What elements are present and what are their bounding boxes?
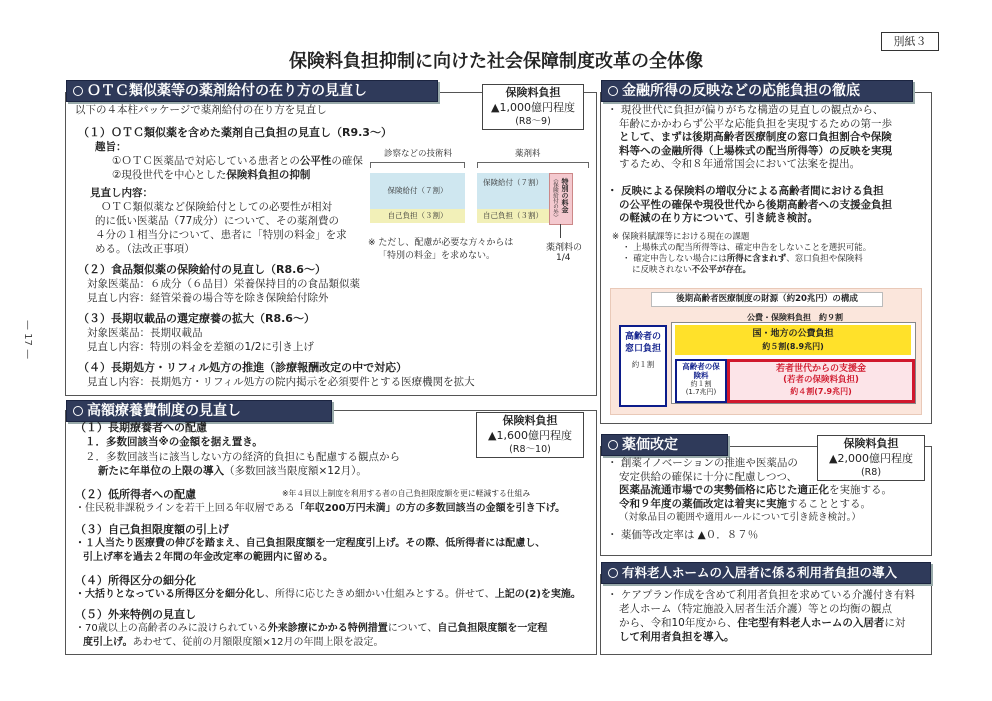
yakka-l2: 安定供給の確保に十分に配慮しつつ、 — [619, 470, 798, 483]
yakka-header: 薬価改定 — [601, 434, 728, 456]
text-bold: 度引上げ。 — [83, 637, 133, 648]
text: の確保 — [331, 155, 363, 167]
text-bold: 保険料負担の抑制 — [226, 169, 311, 181]
otc-s2-l1: 対象医薬品：６成分（６品目）栄養保持目的の食品類似薬 — [87, 278, 360, 290]
callout-title: 保険料負担 — [505, 86, 561, 99]
otc-s3-title: （３）長期収載品の選定療養の拡大（R8.6〜） — [78, 312, 315, 325]
youth-support — [727, 359, 915, 403]
kogaku-s5-l1 — [75, 622, 547, 636]
diagram-note-1: ※ ただし、配慮が必要な方々からは — [368, 238, 514, 248]
kogaku-header: 高額療養費制度の見直し — [66, 400, 332, 422]
kinyu-p2-l1: ・ 反映による保険料の増収分による高齢者間における負担 — [607, 185, 884, 197]
self-tech: 自己負担（３割） — [370, 209, 465, 223]
quarter-line — [560, 224, 561, 238]
kogaku-s1-l1: １．多数回該当※の金額を据え置き。 — [85, 436, 263, 448]
text-bold: 不公平が存在。 — [691, 265, 752, 275]
otc-s1-purpose-label: 趣旨： — [95, 141, 127, 153]
kinyu-p1-l5: するため、令和８年通常国会において法案を提出。 — [619, 158, 861, 170]
otc-s1-content-label: 見直し内容： — [90, 187, 153, 199]
label-tech: 診察などの技術料 — [384, 149, 453, 159]
text: から、令和10年度から、 — [619, 617, 738, 629]
kogaku-s2-title: （２）低所得者への配慮 — [75, 488, 196, 501]
kogaku-s5-l2 — [83, 636, 384, 650]
window-burden-share: 約１割 — [631, 360, 655, 369]
yakka-l5: （対象品目の範囲や適用ルールについて引き続き検討。） — [619, 512, 861, 523]
kinyu-note-title: ※ 保険料賦課等における現在の課題 — [612, 232, 750, 242]
text: を実施する。 — [829, 484, 892, 496]
yuryo-header: 有料老人ホームの入居者に係る利用者負担の導入 — [601, 562, 931, 584]
quarter-label-2: 1/4 — [556, 253, 571, 263]
text: について、 — [387, 623, 438, 634]
special-label: 特別の料金 — [561, 178, 569, 213]
kinyu-header: 金融所得の反映などの応能負担の徹底 — [601, 80, 913, 102]
kogaku-s3-l2: 引上げ率を過去２年間の年金改定率の範囲内に留める。 — [83, 552, 333, 563]
yuryo-body — [607, 588, 915, 644]
yuryo-l3 — [607, 616, 915, 630]
kogaku-s4-title: （４）所得区分の細分化 — [75, 574, 196, 587]
kogaku-s3-title: （３）自己負担限度額の引上げ — [75, 523, 229, 536]
text: ・70歳以上の高齢者のみに設けられている — [75, 623, 268, 634]
figure-title: 後期高齢者医療制度の財源（約20兆円）の構成 — [651, 292, 883, 307]
otc-s1-purpose-1 — [112, 154, 363, 168]
callout-note: (R8〜10) — [509, 444, 551, 455]
text: あわせて、従前の月額限度額×12月の年間上限を設定。 — [132, 637, 384, 648]
elderly-premium-share: 約１割 — [690, 380, 712, 388]
bracket-drug — [477, 162, 589, 168]
yakka-l1: ・ 創薬イノベーションの推進や医薬品の — [607, 457, 798, 469]
text-bold: 医薬品流通市場での実勢価格に応じた適正化 — [619, 484, 829, 496]
otc-s1-content-1: ＯＴＣ類似薬など保険給付としての必要性が相対 — [101, 201, 332, 213]
kinyu-p2 — [607, 185, 892, 226]
kogaku-callout — [476, 412, 584, 458]
callout-value: ▲1,600億円程度 — [488, 429, 572, 442]
otc-header: ＯＴＣ類似薬等の薬剤給付の在り方の見直し — [66, 80, 438, 102]
text-bold: 所得に含まれず — [726, 254, 787, 264]
text: に反映されない — [632, 265, 692, 275]
otc-callout — [482, 84, 584, 130]
text: ・住民税非課税ラインを若干上回る年収層である — [75, 503, 295, 514]
text: 、所得に応じたきめ細かい仕組みとする。併せて、 — [265, 589, 495, 600]
label-drug: 薬剤料 — [515, 149, 541, 159]
special-note: （保険給付の外） — [552, 176, 558, 220]
kohi-share: 約５割(8.9兆円) — [762, 342, 824, 351]
text-bold: 自己負担限度額を一定程 — [437, 623, 548, 634]
kinyu-notes — [612, 232, 871, 276]
kogaku-s2-l1 — [75, 502, 565, 516]
text: ②現役世代を中心とした — [112, 169, 227, 181]
kinyu-note-3 — [612, 265, 871, 276]
kinyu-p1 — [607, 104, 892, 172]
callout-value: ▲2,000億円程度 — [829, 452, 913, 465]
yakka-body — [607, 457, 892, 542]
page-number: — 17 — — [22, 320, 33, 360]
kogaku-s1-l3 — [98, 464, 367, 478]
special-fee — [549, 173, 573, 225]
elderly-premium-amount: (1.7兆円) — [685, 388, 717, 396]
otc-intro: 以下の４本柱パッケージで薬剤給付の在り方を見直し — [75, 104, 327, 116]
youth-support-share: 約４割(7.9兆円) — [790, 387, 852, 396]
hoken-drug: 保険給付（７割） — [477, 173, 549, 209]
kinyu-p2-l2: の公平性の確保や現役世代から後期高齢者への支援金負担 — [619, 198, 892, 211]
youth-support-label: 若者世代からの支援金 — [775, 364, 866, 374]
kogaku-s1-title: （１）長期療養者への配慮 — [75, 421, 207, 434]
kinyu-p2-l3: の軽減の在り方について、引き続き検討。 — [619, 212, 819, 224]
quarter-label-1: 薬剤料の — [546, 243, 583, 253]
kogaku-s5-title: （５）外来特例の見直し — [75, 608, 196, 621]
text-bold: の方の多数回該当の金額を引き下げ。 — [395, 503, 566, 514]
kinyu-note-1: ・ 上場株式の配当所得等は、確定申告をしないことを選択可能。 — [622, 243, 872, 253]
text-bold: 令和９年度の薬価改定は着実に実施 — [619, 497, 787, 510]
annex-label: 別紙３ — [881, 32, 939, 51]
yuryo-l4: して利用者負担を導入。 — [619, 631, 735, 643]
text: ①ＯＴＣ医薬品で対応している患者との — [112, 155, 300, 167]
otc-s4-l1: 見直し内容：長期処方・リフィル処方の院内掲示を必須要件とする医療機関を拡大 — [87, 376, 475, 388]
yuryo-l2: 老人ホーム（特定施設入居者生活介護）等との均衡の観点 — [619, 603, 892, 615]
kogaku-s1-l2: ２．多数回該当に該当しない方の経済的負担にも配慮する観点から — [85, 451, 400, 463]
otc-s3-l2: 見直し内容：特別の料金を差額の1/2に引き上げ — [87, 341, 314, 353]
otc-s3-l1: 対象医薬品：長期収載品 — [87, 327, 203, 339]
yakka-l3 — [607, 484, 892, 498]
text: することとする。 — [787, 497, 871, 510]
callout-title: 保険料負担 — [502, 414, 558, 427]
elderly-premium-label: 高齢者の保険料 — [682, 362, 720, 380]
text: ・ 確定申告しない場合には — [622, 254, 727, 264]
callout-title: 保険料負担 — [843, 437, 899, 450]
otc-s2-title: （２）食品類似薬の保険給付の見直し（R8.6〜） — [78, 263, 326, 276]
callout-value: ▲1,000億円程度 — [491, 101, 575, 114]
otc-diagram — [362, 140, 592, 270]
finance-figure — [610, 288, 922, 415]
self-drug: 自己負担（３割） — [477, 209, 549, 223]
otc-s4-title: （４）長期処方・リフィル処方の推進（診療報酬改定の中で対応） — [78, 361, 408, 374]
yakka-l6: ・ 薬価等改定率は ▲０．８７％ — [607, 528, 759, 541]
kogaku-s4-l1 — [75, 588, 581, 602]
callout-note: (R8〜9) — [515, 116, 551, 127]
yuryo-l1: ・ ケアプラン作成を含めて利用者負担を求めている介護付き有料 — [607, 589, 915, 601]
text-bold: ・大括りとなっている所得区分を細分化し — [75, 589, 265, 600]
text-bold: 上記の(2)を実施。 — [494, 589, 581, 600]
window-burden-label: 高齢者の窓口負担 — [624, 332, 661, 354]
text: 、窓口負担や保険料 — [786, 254, 863, 264]
public-label: 公費・保険料負担 約９割 — [747, 313, 843, 322]
text-bold: 新たに年単位の上限の導入 — [98, 465, 224, 477]
diagram-note-2: 「特別の料金」を求めない。 — [378, 251, 496, 261]
kinyu-p1-l1: ・ 現役世代に負担が偏りがちな構造の見直しの観点から、 — [607, 104, 884, 116]
kinyu-p1-l3: として、まずは後期高齢者医療制度の窓口負担割合や保険 — [619, 131, 892, 143]
text-bold: 住宅型有料老人ホームの入居者 — [737, 617, 885, 629]
text-bold: 「年収200万円未満」 — [294, 503, 396, 514]
kohi-box — [675, 325, 911, 355]
hoken-tech: 保険給付（７割） — [370, 173, 465, 209]
kinyu-p1-l2: 年齢にかかわらず公平な応能負担を実現するための第一歩 — [619, 117, 892, 130]
callout-note: (R8) — [860, 467, 882, 478]
youth-support-sub: (若者の保険料負担) — [783, 375, 859, 385]
bracket-tech — [370, 162, 465, 168]
otc-s1-title: （１）ＯＴＣ類似薬を含めた薬剤自己負担の見直し（R9.3〜） — [78, 126, 392, 139]
kogaku-s3-l1: ・１人当たり医療費の伸びを踏まえ、自己負担限度額を一定程度引上げ。その際、低所得者には配慮し、 — [75, 538, 546, 549]
otc-s1-purpose-2 — [112, 168, 310, 182]
kinyu-p1-l4: 料等への金融所得（上場株式の配当所得等）の反映を実現 — [619, 144, 892, 157]
text-bold: 外来診療にかかる特例措置 — [267, 623, 388, 634]
kogaku-s2-note: ※年４回以上制度を利用する者の自己負担限度額を更に軽減する仕組み — [282, 489, 531, 498]
kohi-label: 国・地方の公費負担 — [752, 329, 834, 339]
text-bold: 公平性 — [299, 155, 332, 167]
window-burden — [619, 325, 667, 407]
otc-s1-content-3: ４分の１相当分について、患者に「特別の料金」を求 — [95, 229, 347, 241]
otc-s1-content-2: 的に低い医薬品（77成分）について、その薬剤費の — [95, 215, 339, 227]
page-title: 保険料負担抑制に向けた社会保障制度改革の全体像 — [289, 51, 703, 72]
otc-s1-content-4: める。（法改正事項） — [95, 243, 195, 255]
kinyu-note-2 — [612, 254, 871, 265]
yakka-l4 — [607, 498, 892, 512]
text: （多数回該当限度額×12月）。 — [224, 465, 367, 477]
text: に対 — [884, 617, 906, 629]
elderly-premium — [675, 359, 727, 403]
otc-s2-l2: 見直し内容：経管栄養の場合等を除き保険給付除外 — [87, 292, 329, 304]
